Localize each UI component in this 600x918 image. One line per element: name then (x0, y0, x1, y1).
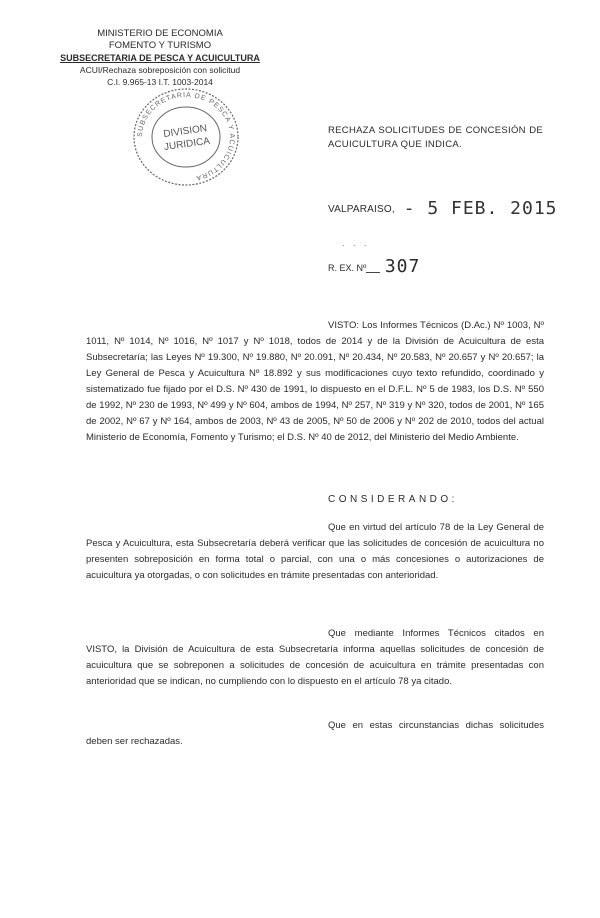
dots-mark: . . . (342, 238, 370, 248)
header-case-number: C.I. 9.965-13 I.T. 1003-2014 (107, 77, 213, 87)
stamp-center-line1: DIVISION (162, 123, 208, 141)
stamp-center-line2: JURIDICA (163, 135, 211, 154)
header-ministry: MINISTERIO DE ECONOMIA (97, 28, 223, 39)
header-subsecretaria: SUBSECRETARIA DE PESCA Y ACUICULTURA (60, 53, 260, 63)
resolution-number-value: 307 (384, 256, 421, 277)
visto-first-line: VISTO: Los Informes Técnicos (D.Ac.) Nº 1003, Nº (328, 320, 544, 331)
stamp-seal-icon (126, 82, 246, 192)
considerando-3-body: deben ser rechazadas. (86, 736, 183, 747)
number-underline (366, 272, 380, 273)
considerando-paragraph-3 (86, 718, 544, 750)
considerando-title: CONSIDERANDO: (328, 494, 458, 505)
header-fomento: FOMENTO Y TURISMO (108, 40, 212, 51)
visto-paragraph (86, 318, 544, 446)
considerando-paragraph-2 (86, 626, 544, 690)
resolution-date: - 5 FEB. 2015 (403, 198, 558, 219)
place-city: VALPARAISO, (328, 204, 395, 215)
stamp-ring-text: SUBSECRETARIA DE PESCA Y ACUICULTURA (136, 91, 236, 182)
resolution-subject: RECHAZA SOLICITUDES DE CONCESIÓN DE ACUICULTURA QUE INDICA. (328, 125, 543, 150)
header-reference: ACUI/Rechaza sobreposición con solicitud (79, 65, 241, 75)
resolution-label: R. EX. Nº (328, 263, 367, 273)
considerando-2-body: VISTO, la División de Acuicultura de esta Subsecretaría informa aquellas solicitudes de concesión de acuicultura que se sobreponen a solicitudes de concesión de acuicultura en trámite presentadas con anterioridad que se indican, no cumpliendo con lo dispuesto en el artículo 78 ya citado. (86, 644, 544, 687)
ministry-header (60, 28, 260, 88)
considerando-2-first: Que mediante Informes Técnicos citados en (328, 628, 544, 639)
considerando-1-first: Que en virtud del artículo 78 de la Ley General (328, 522, 531, 533)
visto-body: 1011, Nº 1014, Nº 1016, Nº 1017 y Nº 1018, todos de 2014 y de la División de Acuicultura de esta Subsecretaría; las Leyes Nº 19.300, Nº 19.880, Nº 20.091, Nº 20.434, Nº 20.583, Nº 20.657 y Nº 20.657; la Ley General de Pesca y Acuicultura Nº 18.892 y sus modificaciones cuyo texto refundido, coordinado y sistematizado fue fijado por el D.S. Nº 430 de 1991, lo dispuesto en el D.F.L. Nº 5 de 1983, los D.S. Nº 550 de 1992, Nº 230 de 1993, Nº 499 y Nº 604, ambos de 1994, Nº 257, Nº 319 y Nº 320, todos de 2001, Nº 165 de 2002, Nº 67 y Nº 164, ambos de 2003, Nº 43 de 2005, Nº 50 de 2006 y Nº 202 de 2010, todos del actual Ministerio de Economía, Fomento y Turismo; el D.S. Nº 40 de 2012, del Ministerio del Medio Ambiente. (86, 336, 544, 443)
division-juridica-stamp (126, 82, 246, 192)
considerando-3-first: Que en estas circunstancias dichas solicitudes (328, 720, 544, 731)
considerando-paragraph-1 (86, 520, 544, 584)
place-date (328, 198, 558, 219)
considerando-1-body: de Pesca y Acuicultura, esta Subsecretaría deberá verificar que las solicitudes de concesión de acuicultura no presenten sobreposición en forma total o parcial, con una o más concesiones o autorizaciones de acuicultura ya otorgadas, o con solicitudes en trámite presentadas con anterioridad. (86, 522, 545, 581)
resolution-number (328, 256, 420, 277)
